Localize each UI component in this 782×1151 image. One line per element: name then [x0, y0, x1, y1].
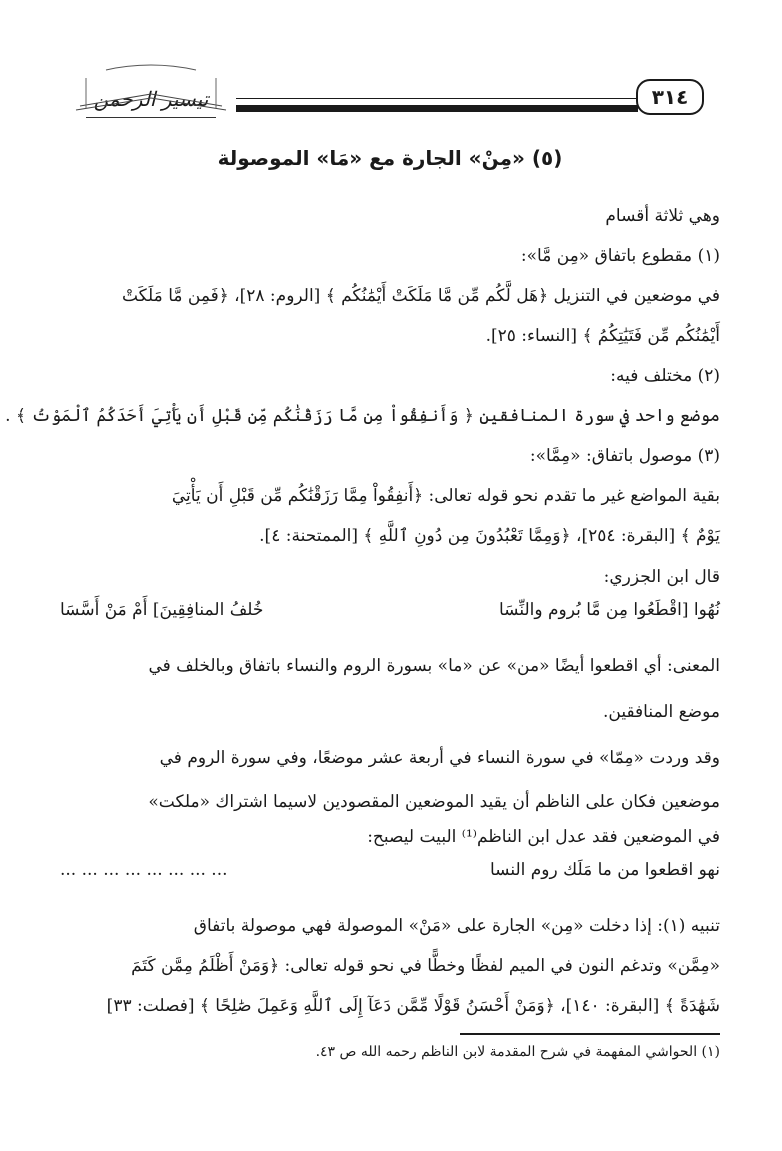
section-3-line-1: بقية المواضع غير ما تقدم نحو قوله تعالى: ﴿أَنفِقُواْ مِمَّا رَزَقْنَٰكُم مِّن قَبْلِ أَن يَأْتِيَ [171, 486, 720, 506]
poem-hemistich-2: خُلفُ المنافِقِينَ] أَمْ مَنْ أَسَّسَا [60, 600, 264, 620]
book-title: تيسير الرحمن [86, 87, 217, 118]
book-logo [66, 58, 236, 118]
page-number: ٣١٤ [636, 79, 704, 115]
footnote: (١) الحواشي المفهمة في شرح المقدمة لابن الناظم رحمه الله ص ٤٣. [315, 1044, 720, 1060]
poem-verse-amended [60, 860, 720, 880]
header-rule [236, 105, 638, 112]
occurrence-line-2: موضعين فكان على الناظم أن يقيد الموضعين المقصودين لاسيما اشتراك «ملكت» [148, 792, 720, 812]
header-rule-thin [236, 98, 638, 99]
poem-verse [60, 600, 720, 620]
section-2-line: موضع واحد في سورة المنافقين ﴿ وَأَنفِقُواْ مِن مَّا رَزَقْنَٰكُم مِّن قَبْلِ أَن يَأْتِيَ أَحَدَكُمُ ٱلْمَوْتُ ﴾ . [5, 406, 720, 426]
footnote-rule [460, 1033, 720, 1035]
tanbih-line-1: تنبيه (١): إذا دخلت «مِن» الجارة على «مَنْ» الموصولة فهي موصولة باتفاق [193, 916, 720, 936]
meaning-line-1: المعنى: أي اقطعوا أيضًا «من» عن «ما» بسورة الروم والنساء باتفاق وبالخلف في [148, 656, 720, 676]
poem2-hemistich-1: نهو اقطعوا من ما مَلَك روم النسا [490, 860, 720, 880]
section-1-line-1: في موضعين في التنزيل ﴿هَل لَّكُم مِّن مَّا مَلَكَتْ أَيْمَٰنُكُم ﴾ [الروم: ٢٨]، ﴿فَمِن مَّا مَلَكَتْ [121, 286, 720, 306]
jazari-heading: قال ابن الجزري: [603, 567, 720, 587]
occurrence-line-3: في الموضعين فقد عدل ابن الناظم⁽¹⁾ البيت ليصبح: [367, 827, 720, 847]
section-2-heading: (٢) مختلف فيه: [610, 366, 720, 386]
intro-text: وهي ثلاثة أقسام [605, 206, 720, 226]
section-3-line-2: يَوْمٌ ﴾ [البقرة: ٢٥٤]، ﴿وَمِمَّا تَعْبُدُونَ مِن دُونِ ٱللَّهِ ﴾ [الممتحنة: ٤]. [259, 526, 720, 546]
section-1-line-2: أَيْمَٰنُكُم مِّن فَتَيَٰتِكُمُ ﴾ [النساء: ٢٥]. [485, 326, 720, 346]
open-book-icon [66, 58, 236, 118]
tanbih-line-3: شَهَٰدَةً ﴾ [البقرة: ١٤٠]، ﴿وَمَنْ أَحْسَنُ قَوْلًا مِّمَّن دَعَآ إِلَى ٱللَّهِ وَعَمِلَ صَٰلِحًا ﴾ [فصلت: ٣٣] [106, 996, 720, 1016]
section-1-heading: (١) مقطوع باتفاق «مِن مَّا»: [520, 246, 720, 266]
section-3-heading: (٣) موصول باتفاق: «مِمَّا»: [529, 446, 720, 466]
tanbih-line-2: «مِمَّن» وتدغم النون في الميم لفظًا وخطًّا في نحو قوله تعالى: ﴿وَمَنْ أَظْلَمُ مِمَّن كَتَمَ [131, 956, 720, 976]
meaning-line-2: موضع المنافقين. [602, 702, 720, 722]
section-title: (٥) «مِنْ» الجارة مع «مَا» الموصولة [217, 146, 563, 170]
poem-hemistich-1: نُهُوا [اقْطَعُوا مِن مَّا بُروم والنِّسَا [499, 600, 720, 620]
poem2-hemistich-2: ... ... ... ... ... ... ... ... [60, 860, 228, 880]
occurrence-line-1: وقد وردت «مِمّا» في سورة النساء في أربعة عشر موضعًا، وفي سورة الروم في [159, 748, 720, 768]
